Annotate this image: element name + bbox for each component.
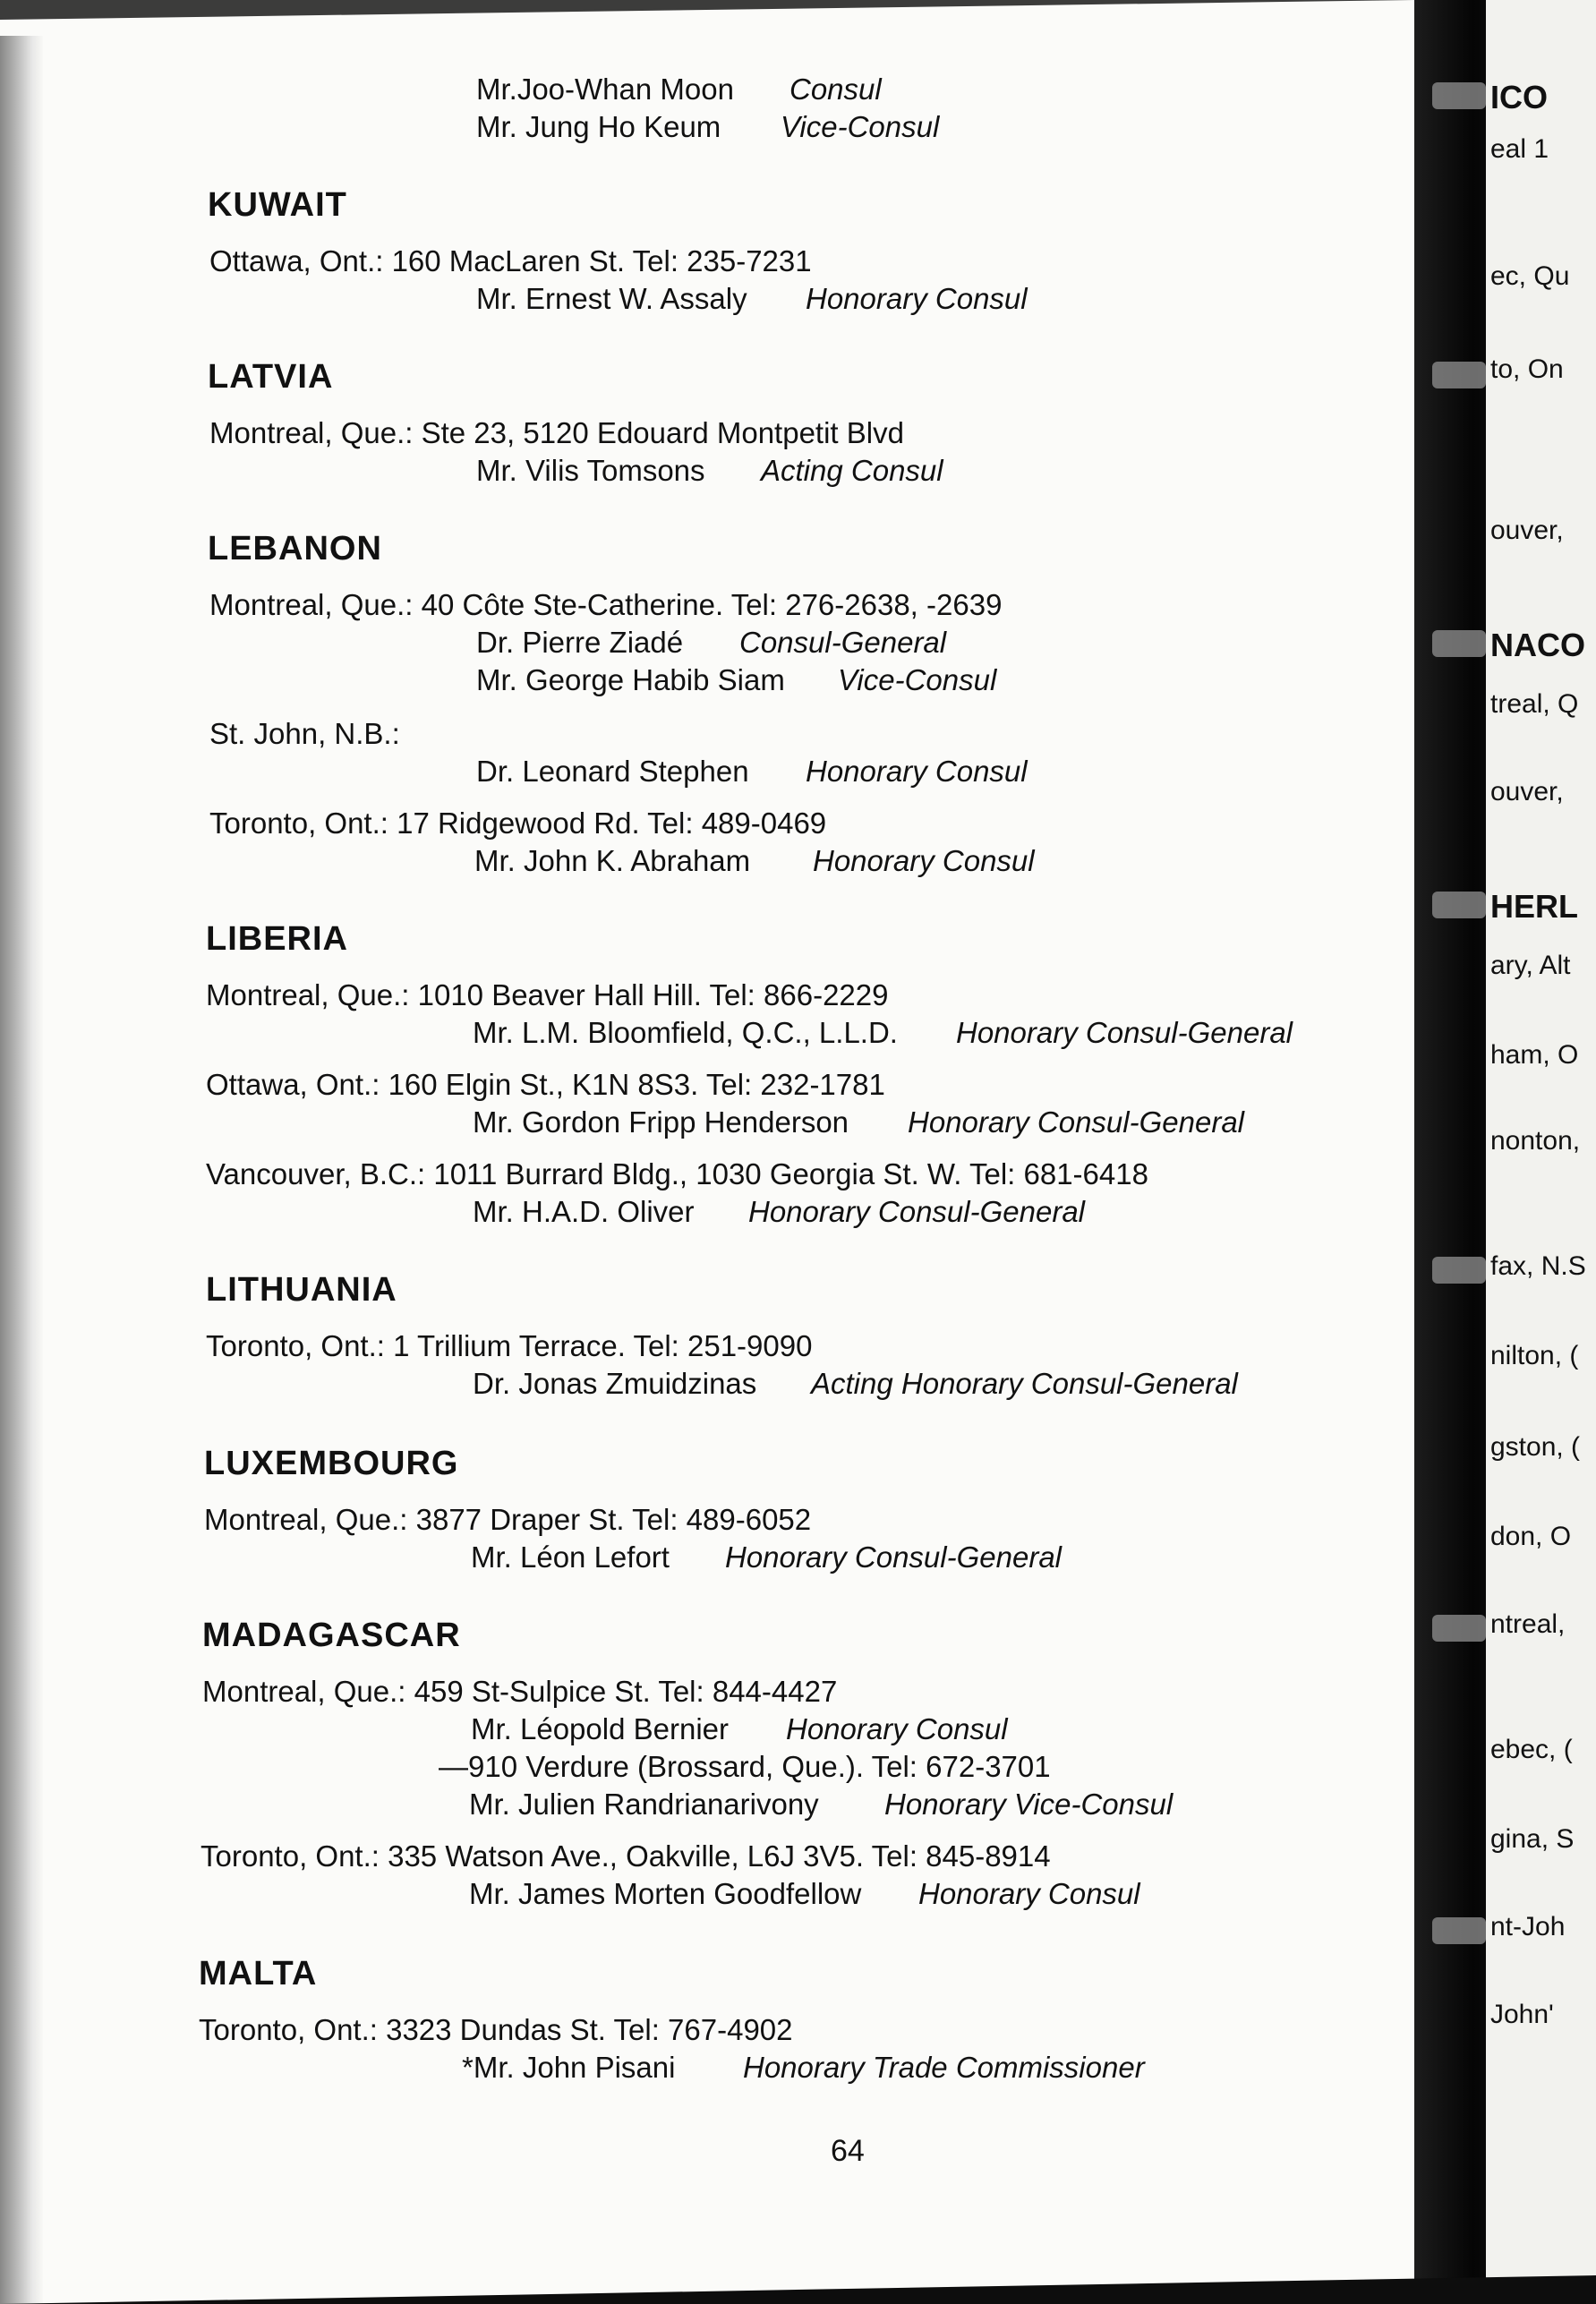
consulate-address: Montreal, Que.: 459 St-Sulpice St. Tel: 844-4427 [202, 1675, 838, 1708]
country-heading: LEBANON [208, 530, 382, 567]
person-title: Honorary Consul [806, 755, 1028, 788]
person-name: Mr.Joo-Whan Moon [476, 73, 734, 106]
person-title: Honorary Trade Commissioner [743, 2051, 1145, 2084]
facing-page-fragment: NACO [1490, 627, 1585, 663]
facing-page-fragment: nonton, [1490, 1126, 1581, 1156]
facing-page-fragment: gina, S [1490, 1824, 1575, 1854]
person-title: Consul-General [739, 626, 947, 659]
person-name: Mr. Gordon Fripp Henderson [473, 1105, 849, 1139]
binding-shadow-left [0, 36, 43, 2304]
person-name: Mr. Julien Randrianarivony [469, 1788, 819, 1821]
facing-page-fragment: eal 1 [1490, 134, 1549, 164]
facing-page-fragment: ary, Alt [1490, 951, 1571, 980]
consulate-address: St. John, N.B.: [209, 717, 400, 750]
person-name: Dr. Leonard Stephen [476, 755, 749, 788]
person-title: Honorary Consul-General [908, 1105, 1245, 1139]
person-title: Consul [789, 73, 882, 106]
page-number: 64 [831, 2134, 865, 2168]
person-name: Mr. Léopold Bernier [471, 1712, 729, 1745]
consulate-address: Toronto, Ont.: 17 Ridgewood Rd. Tel: 489-0469 [209, 806, 827, 840]
scan-bottom-edge [0, 2275, 1596, 2304]
facing-page-fragment: gston, ( [1490, 1432, 1581, 1462]
person-name: Dr. Jonas Zmuidzinas [473, 1367, 757, 1400]
consulate-address: Ottawa, Ont.: 160 MacLaren St. Tel: 235-7231 [209, 244, 812, 277]
person-name: Mr. John K. Abraham [474, 844, 751, 877]
facing-page-fragment: ham, O [1490, 1040, 1579, 1070]
person-name: Mr. Léon Lefort [471, 1540, 670, 1574]
facing-page-fragment: fax, N.S [1490, 1251, 1586, 1281]
person-title: Honorary Consul-General [725, 1540, 1063, 1574]
consulate-address: Montreal, Que.: 1010 Beaver Hall Hill. Tel: 866-2229 [206, 978, 889, 1011]
country-heading: KUWAIT [208, 186, 347, 224]
facing-page-fragment: John' [1490, 2000, 1554, 2029]
person-address: —910 Verdure (Brossard, Que.). Tel: 672-3701 [439, 1750, 1051, 1783]
facing-page-fragment: nilton, ( [1490, 1341, 1579, 1370]
person-name: Mr. Vilis Tomsons [476, 454, 705, 487]
consulate-address: Montreal, Que.: Ste 23, 5120 Edouard Montpetit Blvd [209, 416, 904, 449]
consulate-address: Toronto, Ont.: 1 Trillium Terrace. Tel: 251-9090 [206, 1329, 813, 1362]
consulate-address: Montreal, Que.: 3877 Draper St. Tel: 489-6052 [204, 1503, 812, 1536]
scan-artifact [1432, 1917, 1486, 1944]
facing-page-fragment: ouver, [1490, 777, 1564, 806]
facing-page-fragment: ouver, [1490, 516, 1564, 545]
facing-page-fragment: ICO [1490, 79, 1549, 115]
facing-page-fragment: to, On [1490, 354, 1564, 384]
person-name: Mr. James Morten Goodfellow [469, 1877, 862, 1910]
person-name: Mr. Ernest W. Assaly [476, 282, 747, 315]
person-name: *Mr. John Pisani [462, 2051, 676, 2084]
country-heading: LITHUANIA [206, 1271, 397, 1309]
person-name: Mr. L.M. Bloomfield, Q.C., L.L.D. [473, 1016, 898, 1049]
scan-artifact [1432, 892, 1486, 918]
person-title: Honorary Consul-General [748, 1195, 1086, 1228]
person-name: Mr. George Habib Siam [476, 663, 785, 696]
person-title: Vice-Consul [781, 110, 940, 143]
consulate-address: Montreal, Que.: 40 Côte Ste-Catherine. Tel: 276-2638, -2639 [209, 588, 1003, 621]
facing-page-fragment: treal, Q [1490, 689, 1579, 719]
facing-page-fragment: ec, Qu [1490, 261, 1570, 291]
person-title: Acting Honorary Consul-General [811, 1367, 1238, 1400]
consulate-address: Vancouver, B.C.: 1011 Burrard Bldg., 1030 Georgia St. W. Tel: 681-6418 [206, 1157, 1148, 1190]
person-title: Honorary Consul [918, 1877, 1140, 1910]
country-heading: LATVIA [208, 358, 334, 396]
country-heading: MALTA [199, 1955, 318, 1993]
country-heading: LUXEMBOURG [204, 1445, 459, 1482]
consulate-address: Ottawa, Ont.: 160 Elgin St., K1N 8S3. Tel: 232-1781 [206, 1068, 885, 1101]
scan-artifact [1432, 630, 1486, 657]
consulate-address: Toronto, Ont.: 335 Watson Ave., Oakville, L6J 3V5. Tel: 845-8914 [201, 1839, 1051, 1873]
facing-page-fragment: ntreal, [1490, 1609, 1566, 1639]
person-title: Honorary Consul [813, 844, 1035, 877]
consulate-address: Toronto, Ont.: 3323 Dundas St. Tel: 767-4902 [199, 2013, 793, 2046]
facing-page-fragment: don, O [1490, 1522, 1572, 1551]
person-title: Honorary Vice-Consul [884, 1788, 1174, 1821]
person-name: Dr. Pierre Ziadé [476, 626, 684, 659]
country-heading: LIBERIA [206, 920, 348, 958]
person-title: Vice-Consul [838, 663, 997, 696]
person-title: Honorary Consul [806, 282, 1028, 315]
scan-artifact [1432, 1615, 1486, 1642]
scan-artifact [1432, 82, 1486, 109]
facing-page-fragment: HERL [1490, 888, 1578, 925]
scan-artifact [1432, 1257, 1486, 1284]
person-title: Acting Consul [761, 454, 943, 487]
scan-artifact [1432, 362, 1486, 388]
person-title: Honorary Consul [786, 1712, 1008, 1745]
scan-top-edge [0, 0, 1414, 20]
person-title: Honorary Consul-General [956, 1016, 1293, 1049]
person-name: Mr. Jung Ho Keum [476, 110, 721, 143]
person-name: Mr. H.A.D. Oliver [473, 1195, 695, 1228]
facing-page-fragment: nt-Joh [1490, 1912, 1566, 1941]
country-heading: MADAGASCAR [202, 1617, 461, 1654]
facing-page-fragment: ebec, ( [1490, 1735, 1573, 1764]
